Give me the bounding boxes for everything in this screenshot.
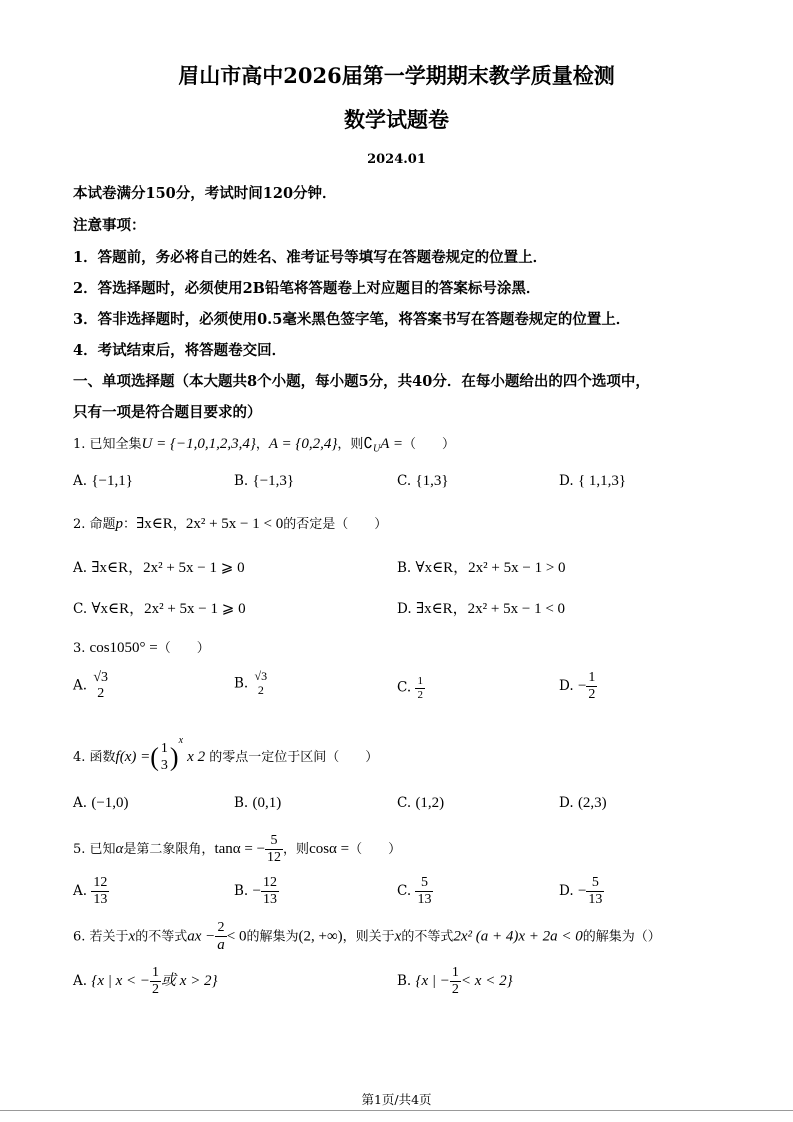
q4-option-a-text: (−1,0)	[91, 795, 129, 811]
fraction-numerator: √3	[93, 670, 109, 685]
notice-item: 4．考试结束后，将答题卷交回．	[73, 342, 287, 359]
fraction-numerator: 5	[586, 875, 604, 892]
q2-colon: ：	[123, 517, 137, 532]
q5-prefix: 5. 已知	[73, 842, 116, 858]
fraction-denominator: 3	[160, 757, 168, 773]
q6-mid3: ，则关于	[342, 929, 395, 945]
q5-option-c-fraction	[415, 875, 433, 908]
question-1	[73, 433, 455, 455]
fraction-denominator: 2	[451, 982, 459, 998]
q3-option-b: B. √3 2	[234, 669, 268, 697]
exam-title: 眉山市高中2026届第一学期期末教学质量检测	[178, 63, 615, 88]
q2-tail: 的否定是（ ）	[283, 517, 388, 532]
q3-option-d-fraction	[586, 670, 597, 703]
q6-option-b-fraction	[450, 965, 461, 998]
q3-option-d-sign: −	[577, 678, 587, 695]
fraction-denominator: 2	[97, 686, 105, 702]
fraction-numerator: 5	[415, 875, 433, 892]
q4-option-b: B. (0,1)	[234, 795, 282, 811]
q5-option-d-sign: −	[577, 883, 587, 900]
section-heading-cont: 只有一项是符合题目要求的）	[73, 404, 262, 421]
exam-date: 2024.01	[367, 152, 426, 167]
q6-prefix: 6. 若关于	[73, 929, 129, 945]
q6-ineq-right: < 0	[226, 928, 247, 945]
fraction-numerator: 5	[265, 833, 283, 850]
q5-option-b-fraction	[261, 875, 279, 908]
fraction-numerator: 12	[91, 875, 109, 892]
fraction-numerator: 1	[150, 965, 161, 982]
q6-inequality-2: 2x² (a + 4)x + 2a < 0	[453, 928, 583, 945]
q3-prefix: 3.	[73, 641, 86, 656]
fraction-denominator: 2	[417, 688, 423, 701]
q1-option-b-text: {−1,3}	[252, 473, 295, 489]
q6-variable: x	[128, 928, 136, 945]
q6-option-a-right: 或 x > 2}	[161, 973, 218, 990]
q1-sep: ，	[255, 437, 269, 452]
score-line: 本试卷满分150分，考试时间120分钟．	[73, 185, 337, 202]
q2-option-b: B. ∀x∈R，2x² + 5x − 1 > 0	[397, 560, 566, 576]
q1-option-c-text: {1,3}	[415, 473, 449, 489]
question-6	[73, 920, 661, 954]
page-footer: 第1页/共4页	[361, 1092, 432, 1107]
fraction-denominator: 2	[152, 982, 160, 998]
notice-title: 注意事项：	[73, 217, 146, 234]
q5-option-c: C. $\frac{5}{13}$	[397, 875, 432, 908]
question-2	[73, 513, 387, 533]
notice-item: 1．答题前，务必将自己的姓名、准考证号等填写在答题卷规定的位置上．	[73, 249, 548, 266]
q6-option-b-right: < x < 2}	[460, 973, 513, 990]
q6-mid1: 的不等式	[135, 929, 188, 945]
fraction-denominator: 2	[588, 687, 596, 703]
q3-expression: cos1050° =	[89, 640, 158, 656]
q5-option-b-sign: −	[252, 883, 261, 900]
q5-fraction	[265, 833, 283, 866]
q4-option-d: D. (2,3)	[559, 795, 607, 811]
q4-rest: x 2	[187, 749, 206, 765]
question-3	[73, 637, 210, 657]
q1-option-b: B. {−1,3}	[234, 473, 295, 489]
q1-universal-set: U = {−1,0,1,2,3,4}	[141, 436, 256, 452]
q4-tail: 的零点一定位于区间（ ）	[209, 750, 379, 765]
q1-after: A =	[380, 436, 403, 452]
q4-function: f(x) =	[115, 749, 151, 765]
q2-proposition: p	[115, 516, 124, 532]
q5-alpha: α	[115, 841, 124, 858]
q4-exponent: x	[178, 735, 184, 746]
q3-option-d: D. − $\frac{1}{2}$	[559, 670, 596, 703]
q1-bracket: （ ）	[402, 437, 455, 452]
exam-subtitle: 数学试题卷	[344, 107, 449, 132]
q5-cos: cosα =	[309, 841, 350, 858]
q6-tail: 的解集为（）	[582, 929, 661, 945]
q4-paren-open: (	[150, 742, 159, 772]
q2-option-c: C. ∀x∈R，2x² + 5x − 1 ⩾ 0	[73, 601, 246, 617]
q6-option-a-left: {x | x < −	[91, 973, 151, 990]
fraction-denominator: 13	[93, 892, 108, 908]
fraction-denominator: 12	[267, 850, 282, 866]
q6-mid4: 的不等式	[401, 929, 454, 945]
q2-option-b-text: ∀x∈R，2x² + 5x − 1 > 0	[415, 560, 566, 576]
q5-tan: tanα = −	[214, 841, 266, 858]
q3-option-c: C. $\frac{1}{2}$	[397, 675, 423, 701]
fraction-denominator: 13	[262, 892, 277, 908]
q6-ineq-left: ax −	[187, 928, 216, 945]
question-5	[73, 833, 401, 866]
q2-option-d-text: ∃x∈R，2x² + 5x − 1 < 0	[415, 601, 566, 617]
q3-option-a: A. √3 2	[73, 670, 109, 702]
q3-option-c-fraction	[415, 675, 425, 701]
q5-bracket: （ ）	[349, 842, 402, 858]
q2-option-a-text: ∃x∈R，2x² + 5x − 1 ⩾ 0	[91, 560, 245, 576]
q3-bracket: （ ）	[157, 641, 210, 656]
q2-option-a: A. ∃x∈R，2x² + 5x − 1 ⩾ 0	[73, 560, 245, 576]
question-4	[73, 735, 378, 774]
q4-paren-close: )	[169, 742, 179, 772]
q6-option-b: B. {x | − $\frac{1}{2}$ < x < 2}	[397, 965, 513, 998]
footer-divider	[0, 1110, 793, 1111]
q6-option-b-left: {x | −	[415, 973, 450, 990]
fraction-denominator: a	[217, 937, 225, 954]
q6-solution-set: (2, +∞)	[298, 928, 343, 945]
q6-option-a: A. {x | x < − $\frac{1}{2}$ 或 x > 2}	[73, 965, 218, 998]
q2-option-c-text: ∀x∈R，2x² + 5x − 1 ⩾ 0	[91, 601, 246, 617]
q2-expression: 2x² + 5x − 1 < 0	[185, 516, 284, 532]
fraction-numerator: √3	[254, 669, 268, 683]
q5-option-b: B. − $\frac{12}{13}$	[234, 875, 277, 908]
q1-option-a: A. {−1,1}	[73, 473, 133, 489]
q6-fraction	[215, 920, 227, 954]
q1-set-a: A = {0,2,4}	[268, 436, 338, 452]
q2-quantifier: ∃x∈R	[136, 516, 173, 532]
q5-option-a: A. $\frac{12}{13}$	[73, 875, 108, 908]
notice-item: 2．答选择题时，必须使用2B铅笔将答题卷上对应题目的答案标号涂黑．	[73, 280, 541, 297]
q6-option-a-fraction	[150, 965, 161, 998]
fraction-numerator: 12	[261, 875, 279, 892]
fraction-denominator: 2	[257, 682, 264, 697]
q3-option-a-fraction	[91, 670, 110, 702]
section-heading: 一、单项选择题（本大题共8个小题，每小题5分，共40分．在每小题给出的四个选项中，	[73, 373, 650, 390]
q5-option-d: D. − $\frac{5}{13}$	[559, 875, 603, 908]
fraction-denominator: 13	[588, 892, 603, 908]
q1-option-d: D. { 1,1,3}	[559, 473, 627, 489]
q4-base-fraction	[159, 741, 170, 773]
q1-prefix: 1. 已知全集	[73, 437, 142, 452]
q5-mid: 是第二象限角，	[123, 842, 215, 858]
q1-option-c: C. {1,3}	[397, 473, 449, 489]
q3-option-b-fraction	[253, 670, 270, 698]
q1-complement: ∁	[363, 436, 373, 452]
q6-variable-2: x	[394, 928, 402, 945]
q4-prefix: 4. 函数	[73, 750, 116, 765]
notice-item: 3．答非选择题时，必须使用0.5毫米黑色签字笔，将答案书写在答题卷规定的位置上．	[73, 311, 631, 328]
q1-option-a-text: {−1,1}	[91, 473, 133, 489]
q4-option-a: A. (−1,0)	[73, 795, 129, 811]
q1-tail: ，则	[337, 437, 364, 452]
q2-option-d: D. ∃x∈R，2x² + 5x − 1 < 0	[397, 601, 566, 617]
q4-option-d-text: (2,3)	[577, 795, 607, 811]
q4-option-b-text: (0,1)	[252, 795, 282, 811]
q4-option-c-text: (1,2)	[415, 795, 445, 811]
q1-complement-sub: U	[372, 443, 381, 455]
fraction-numerator: 1	[160, 741, 168, 757]
fraction-numerator: 1	[450, 965, 461, 982]
fraction-denominator: 13	[417, 892, 432, 908]
fraction-numerator: 2	[215, 920, 227, 937]
q2-prefix: 2. 命题	[73, 517, 116, 532]
q1-option-d-text: { 1,1,3}	[577, 473, 627, 489]
fraction-numerator: 1	[417, 675, 423, 687]
fraction-numerator: 1	[586, 670, 597, 687]
q6-mid2: 的解集为	[246, 929, 299, 945]
q4-option-c: C. (1,2)	[397, 795, 445, 811]
q5-tail: ，则	[283, 842, 310, 858]
q2-comma: ，	[172, 517, 186, 532]
q5-option-a-fraction	[91, 875, 109, 908]
q5-option-d-fraction	[586, 875, 604, 908]
